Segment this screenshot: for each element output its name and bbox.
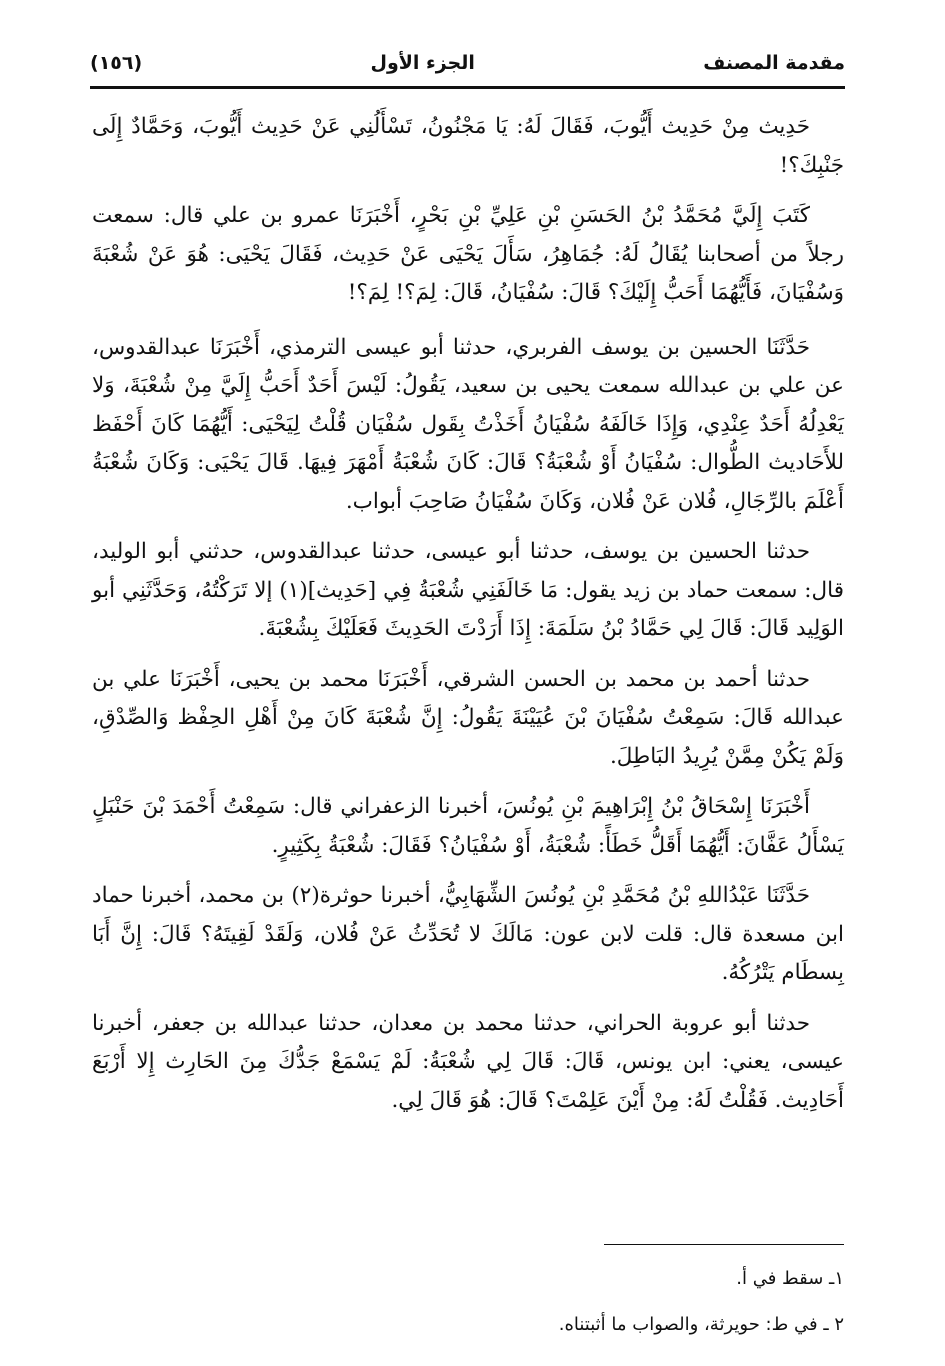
section-title: مقدمة المصنف	[703, 52, 845, 74]
footnote: ٢ ـ في ط: حويرثة، والصواب ما أثبتناه.	[558, 1314, 844, 1335]
paragraph: حدثنا أحمد بن محمد بن الحسن الشرقي، أَخْبَرَنَا محمد بن يحيى، أَخْبَرَنَا علي بن عبدالله قَالَ: سَمِعْتُ سُفْيَانَ بْنَ عُيَيْنَةَ يَقُولُ: إِنَّ شُعْبَةَ كَانَ مِنْ أَهْلِ الحِفْظ وَالصِّدْقِ، وَلَمْ يَكُنْ مِمَّنْ يُرِيدُ البَاطِلَ.	[92, 666, 844, 769]
paragraph: حَدَّثَنَا الحسين بن يوسف الفربري، حدثنا أبو عيسى الترمذي، أَخْبَرَنَا عبدالقدوس، عن علي بن عبدالله سمعت يحيى بن سعيد، يَقُولُ: لَيْسَ أَحَدٌ أَحَبُّ إِلَيَّ مِنْ شُعْبَةَ، وَلا يَعْدِلُهُ أَحَدٌ عِنْدِي، وَإِذَا خَالَفَهُ سُفْيَانُ أَخَذْتُ بِقَول سُفْيَان قُلْتُ لِيَحْيَى: أَيُّهُمَا كَانَ أَحْفَظ للأَحَاديث الطُّوال: سُفْيَانُ أَوْ شُعْبَةُ؟ قَالَ: كَانَ شُعْبَةُ أَمْهَرَ فِيهَا. قَالَ يَحْيَى: وَكَانَ شُعْبَةُ أَعْلَمَ بالرِّجَالِ، فُلان عَنْ فُلان، وَكَانَ سُفْيَانُ صَاحِبَ أبواب.	[92, 334, 844, 514]
paragraph: حدثنا الحسين بن يوسف، حدثنا أبو عيسى، حدثنا عبدالقدوس، حدثني أبو الوليد، قال: سمعت حماد بن زيد يقول: مَا خَالَفَنِي شُعْبَةُ فِي [حَدِيث](١) إلا تَرَكْتُهُ، وَحَدَّثَنِي أبو الوَلِيد قَالَ: قَالَ لِي حَمَّادُ بْنُ سَلَمَةَ: إِذَا أَرَدْتَ الحَدِيثَ فَعَلَيْكَ بِشُعْبَةَ.	[92, 539, 844, 641]
footnote: ١ـ سقط في أ.	[736, 1268, 844, 1289]
paragraph: حدثنا أبو عروبة الحراني، حدثنا محمد بن معدان، حدثنا عبدالله بن جعفر، أخبرنا عيسى، يعني: ابن يونس، قَالَ: قَالَ لِي شُعْبَةُ: لَمْ يَسْمَعْ جَدُّكَ مِنَ الحَارِث إِلا أَرْبَعَ أَحَادِيث. فَقُلْتُ لَهُ: مِنْ أَيْنَ عَلِمْتَ؟ قَالَ: هُوَ قَالَ لِي.	[92, 1010, 844, 1113]
paragraph: حَدَّثَنَا عَبْدُاللهِ بْنُ مُحَمَّدِ بْنِ يُونُسَ الشِّهَابِيُّ، أخبرنا حوثرة(٢) بن محمد، أخبرنا حماد ابن مسعدة قال: قلت لابن عون: مَالَكَ لا تُحَدِّثُ عَنْ فُلان، وَلَقَدْ لَقِيتَهُ؟ قَالَ: إِنَّ أَبَا بِسطَام يَتْرُكُهُ.	[92, 883, 844, 985]
paragraph: كَتَبَ إِلَيَّ مُحَمَّدُ بْنُ الحَسَنِ بْنِ عَلِيِّ بْنِ بَحْرٍ، أَخْبَرَنَا عمرو بن علي قال: سمعت رجلاً من أصحابنا يُقَالُ لَهُ: جُمَاهِرُ، سَأَلَ يَحْيَى عَنْ حَدِيث، فَقَالَ يَحْيَى: هُوَ عَنْ شُعْبَةَ وَسُفْيَانَ، فَأَيُّهُمَا أَحَبُّ إِلَيْكَ؟ قَالَ: سُفْيَانُ، قَالَ: لِمَ؟! لِمَ؟!	[92, 203, 844, 305]
main-text	[92, 108, 844, 1132]
paragraph: أَخْبَرَنَا إِسْحَاقُ بْنُ إِبْرَاهِيمَ بْنِ يُونُسَ، أخبرنا الزعفراني قال: سَمِعْتُ أَحْمَدَ بْنَ حَنْبَلٍ يَسْأَلُ عَفَّانَ: أَيُّهُمَا أَقَلُّ خَطَأً: شُعْبَةُ، أَوْ سُفْيَانُ؟ فَقَالَ: شُعْبَةُ بِكَثِيرٍ.	[92, 794, 844, 858]
footnote-divider	[604, 1244, 844, 1245]
running-header	[90, 40, 845, 89]
volume-title: الجزء الأول	[370, 52, 475, 74]
footnotes	[92, 1256, 844, 1348]
page-number: (١٥٦)	[90, 52, 143, 74]
paragraph: حَدِيث مِنْ حَدِيث أَيُّوبَ، فَقَالَ لَهُ: يَا مَجْنُونُ، تَسْأَلُنِي عَنْ حَدِيث أَيُّوبَ، وَحَمَّادٌ إِلَى جَنْبِكَ؟!	[92, 114, 844, 178]
